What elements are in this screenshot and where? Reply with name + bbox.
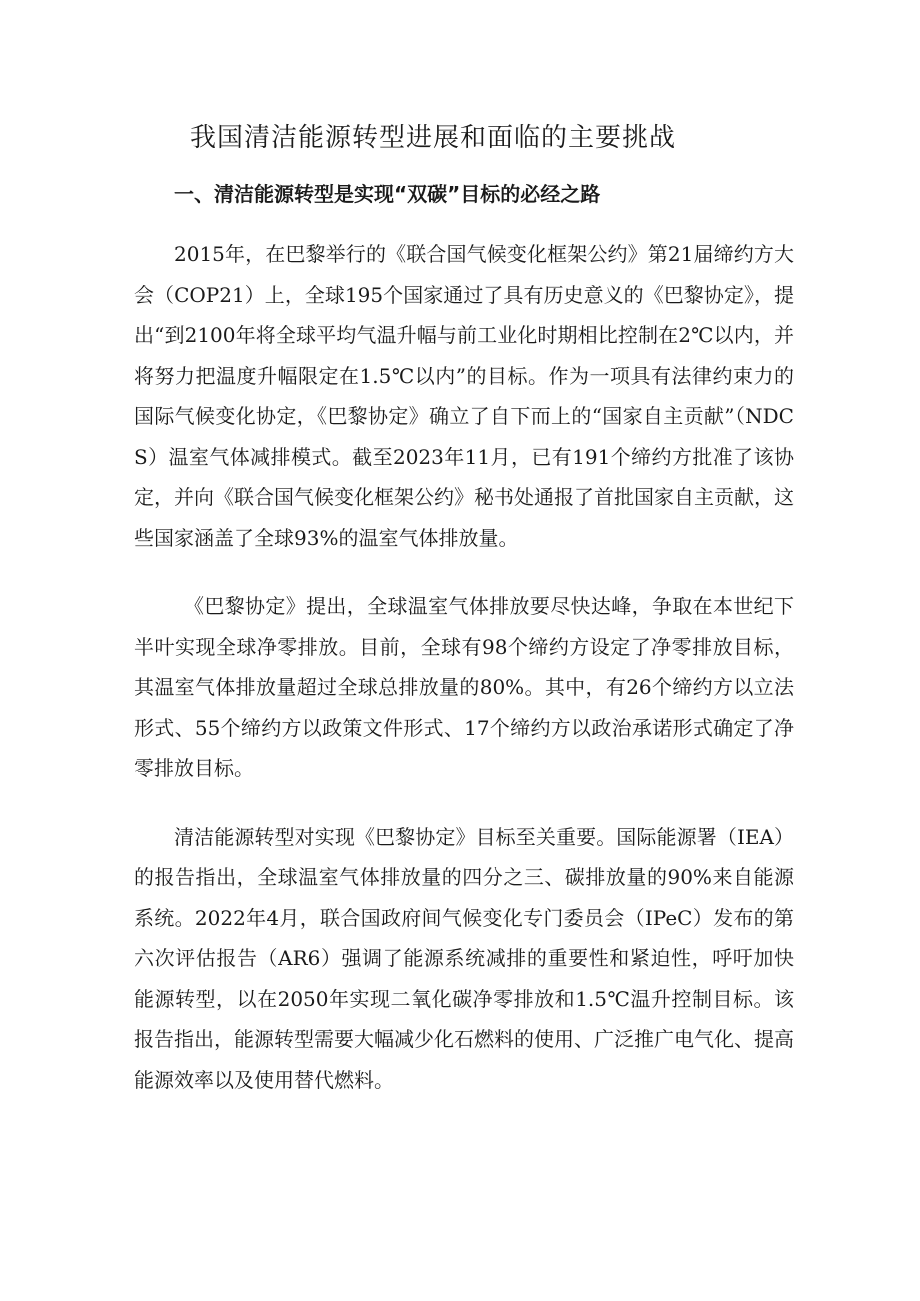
paragraph-net-zero-targets: 《巴黎协定》提出，全球温室气体排放要尽快达峰，争取在本世纪下半叶实现全球净零排放。目前，全球有98个缔约方设定了净零排放目标，其温室气体排放量超过全球总排放量的80%。其中，有26个缔约方以立法形式、55个缔约方以政策文件形式、17个缔约方以政治承诺形式确定了净零排放目标。 [134, 594, 794, 780]
document-title: 我国清洁能源转型进展和面临的主要挑战 [190, 123, 677, 153]
section-heading: 一、清洁能源转型是实现“双碳”目标的必经之路 [174, 182, 601, 206]
paragraph-paris-agreement: 2015年，在巴黎举行的《联合国气候变化框架公约》第21届缔约方大会（COP21）上，全球195个国家通过了具有历史意义的《巴黎协定》，提出“到2100年将全球平均气温升幅与前工业化时期相比控制在2℃以内，并将努力把温度升幅限定在1.5℃以内”的目标。作为一项具有法律约束力的国际气候变化协定，《巴黎协定》确立了自下而上的“国家自主贡献”（NDCS）温室气体减排模式。截至2023年11月，已有191个缔约方批准了该协定，并向《联合国气候变化框架公约》秘书处通报了首批国家自主贡献，这些国家涵盖了全球93%的温室气体排放量。 [134, 242, 794, 550]
paragraph-energy-transition: 清洁能源转型对实现《巴黎协定》目标至关重要。国际能源署（IEA）的报告指出，全球温室气体排放量的四分之三、碳排放量的90%来自能源系统。2022年4月，联合国政府间气候变化专门委员会（IPeC）发布的第六次评估报告（AR6）强调了能源系统减排的重要性和紧迫性，呼吁加快能源转型，以在2050年实现二氧化碳净零排放和1.5℃温升控制目标。该报告指出，能源转型需要大幅减少化石燃料的使用、广泛推广电气化、提高能源效率以及使用替代燃料。 [134, 824, 794, 1092]
